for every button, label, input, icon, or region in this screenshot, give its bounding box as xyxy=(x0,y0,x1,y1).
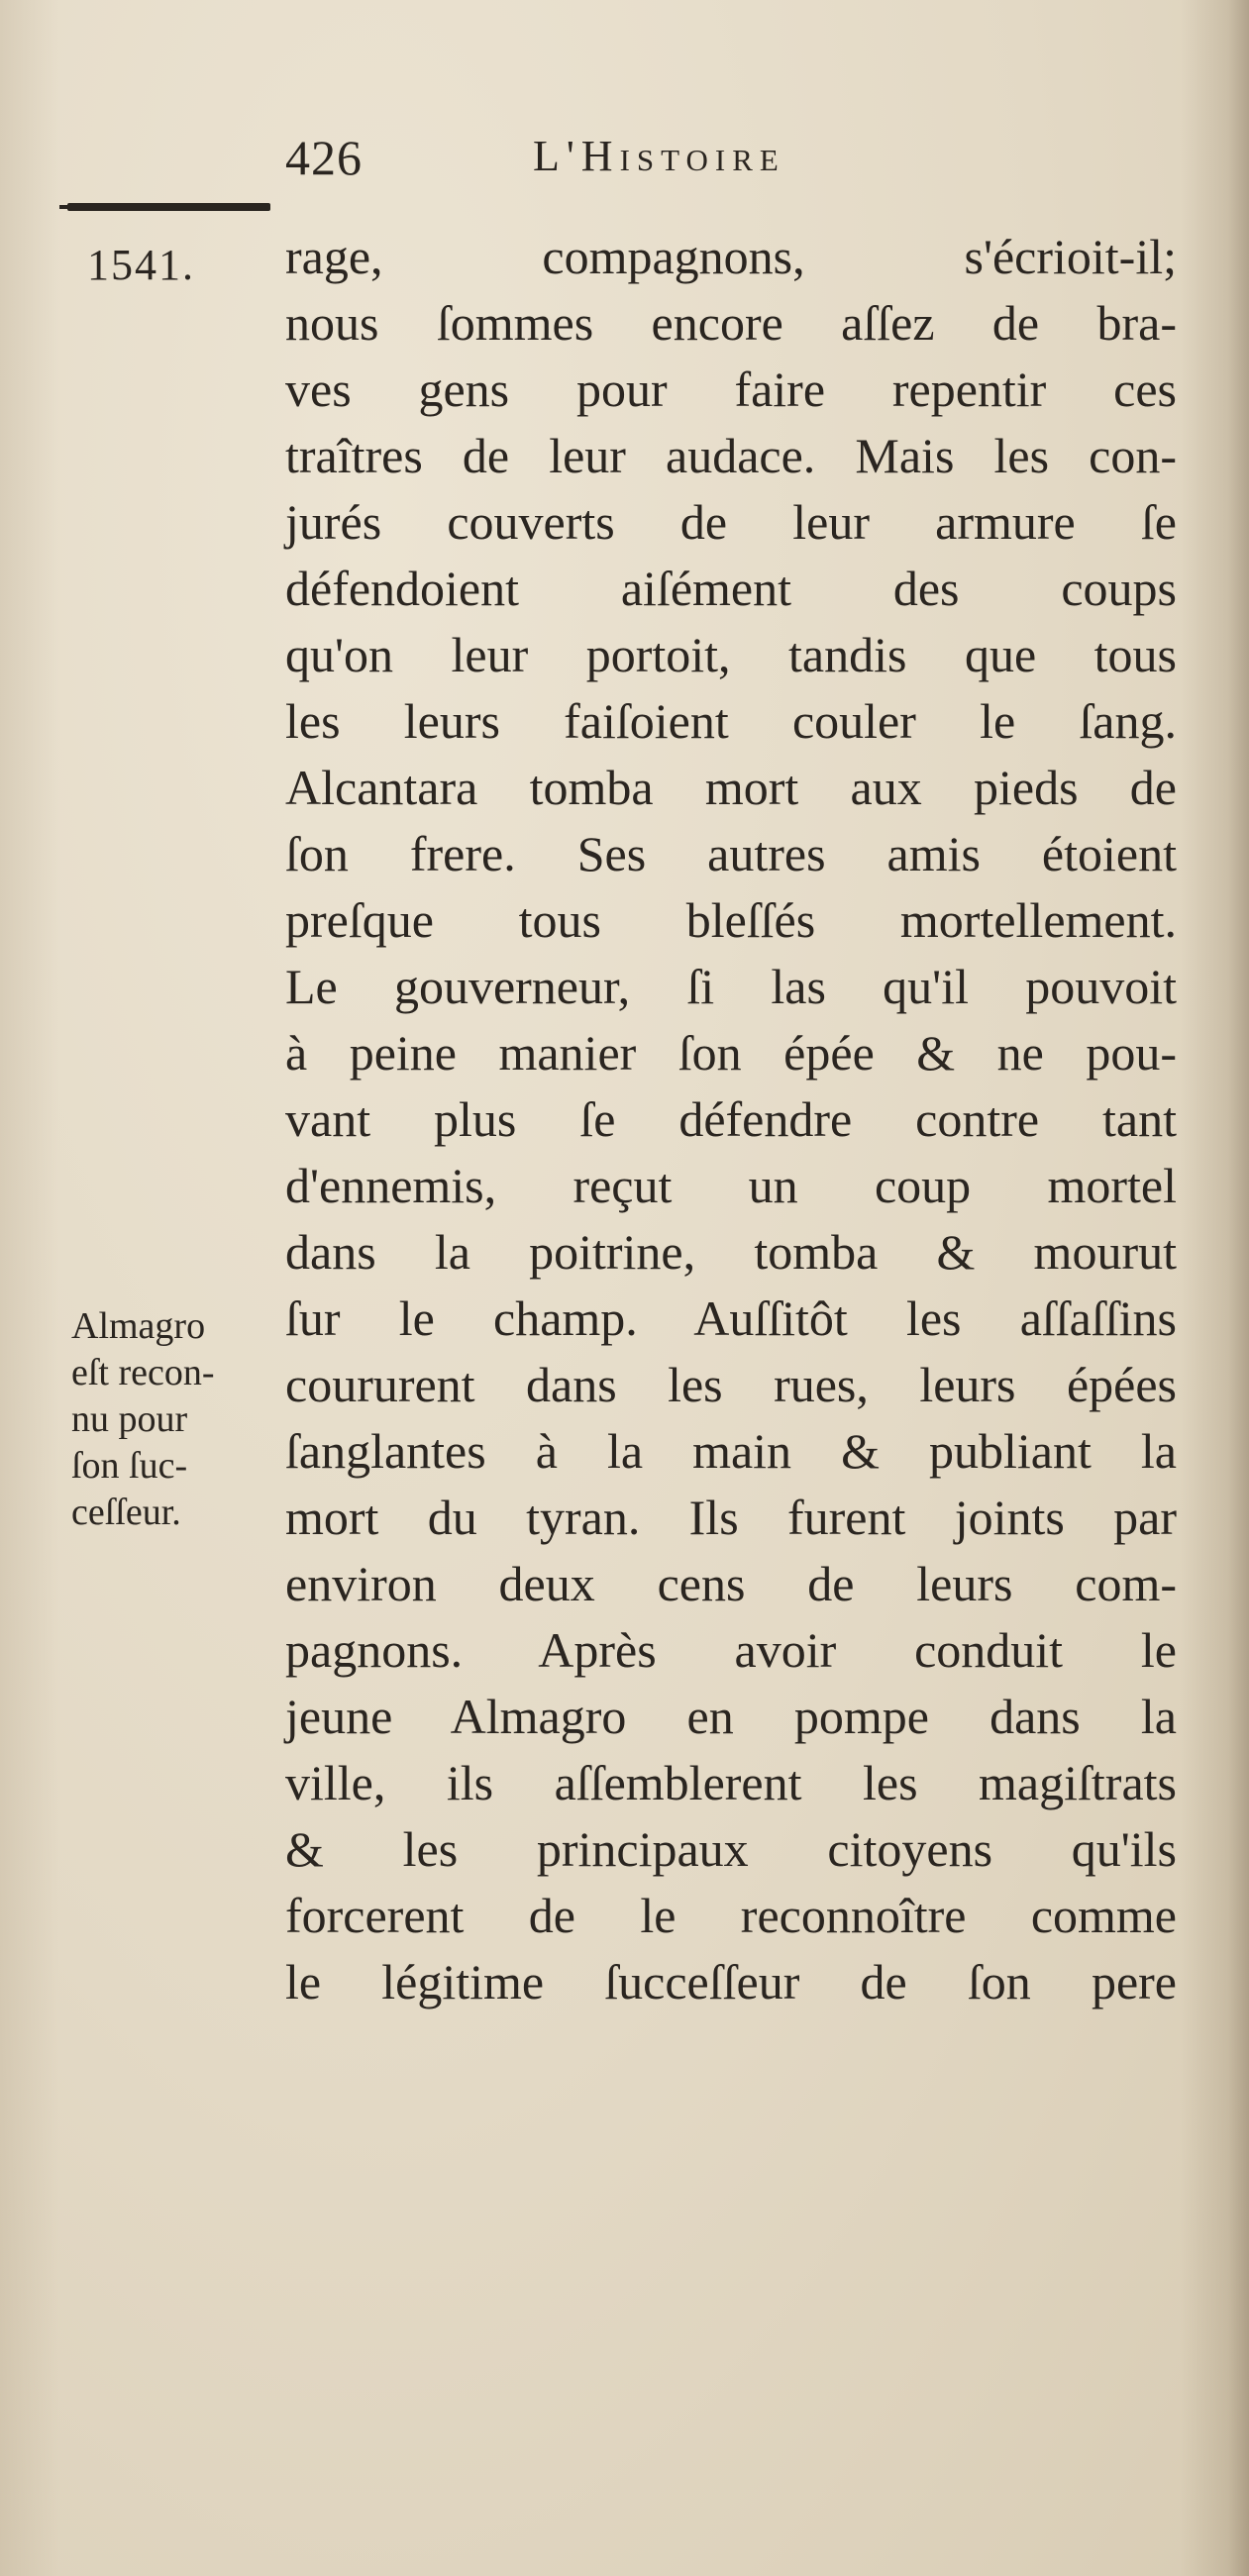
text-line: nous ſommes encore aſſez de bra- xyxy=(285,295,1177,351)
margin-note-line: ſon ſuc- xyxy=(71,1445,188,1487)
margin-rule xyxy=(67,203,270,211)
page-number: 426 xyxy=(285,130,363,185)
text-line: qu'on leur portoit, tandis que tous xyxy=(285,627,1177,682)
margin-note-line: Almagro xyxy=(71,1305,206,1347)
text-line: dans la poitrine, tomba & mourut xyxy=(285,1224,1177,1280)
spine-shadow xyxy=(1180,0,1249,2576)
text-line: jeune Almagro en pompe dans la xyxy=(285,1689,1177,1744)
text-line: défendoient aiſément des coups xyxy=(285,561,1177,616)
text-line: ſanglantes à la main & publiant la xyxy=(285,1423,1177,1479)
text-line: vant plus ſe défendre contre tant xyxy=(285,1091,1177,1147)
text-line: traîtres de leur audace. Mais les con- xyxy=(285,428,1177,483)
text-line: les leurs faiſoient couler le ſang. xyxy=(285,693,1177,749)
running-title: L'Histoire xyxy=(533,132,785,180)
text-line: jurés couverts de leur armure ſe xyxy=(285,494,1177,550)
text-line: ſur le champ. Auſſitôt les aſſaſſins xyxy=(285,1290,1177,1346)
text-line: & les principaux citoyens qu'ils xyxy=(285,1821,1177,1877)
text-line: preſque tous bleſſés mortellement. xyxy=(285,892,1177,948)
text-line: mort du tyran. Ils furent joints par xyxy=(285,1490,1177,1545)
text-line: Le gouverneur, ſi las qu'il pouvoit xyxy=(285,959,1177,1014)
margin-note xyxy=(71,1303,284,1536)
text-line: ſon frere. Ses autres amis étoient xyxy=(285,826,1177,881)
text-line: forcerent de le reconnoître comme xyxy=(285,1888,1177,1943)
margin-note-line: nu pour xyxy=(71,1398,188,1440)
text-line: coururent dans les rues, leurs épées xyxy=(285,1357,1177,1412)
text-line: à peine manier ſon épée & ne pou- xyxy=(285,1025,1177,1081)
text-line: d'ennemis, reçut un coup mortel xyxy=(285,1158,1177,1213)
margin-note-line: ceſſeur. xyxy=(71,1492,181,1533)
margin-note-line: eſt recon- xyxy=(71,1352,215,1393)
text-line: environ deux cens de leurs com- xyxy=(285,1556,1177,1611)
text-line: ves gens pour faire repentir ces xyxy=(285,361,1177,417)
text-line: le légitime ſucceſſeur de ſon pere xyxy=(285,1954,1177,2009)
text-line: pagnons. Après avoir conduit le xyxy=(285,1622,1177,1678)
text-line: Alcantara tomba mort aux pieds de xyxy=(285,760,1177,815)
page-edge-shading xyxy=(0,0,59,2576)
page-header xyxy=(285,129,998,198)
margin-year: 1541. xyxy=(87,241,195,289)
text-line: ville, ils aſſemblerent les magiſtrats xyxy=(285,1755,1177,1810)
text-line: rage, compagnons, s'écrioit-il; xyxy=(285,229,1177,284)
body-text xyxy=(285,224,1177,2015)
